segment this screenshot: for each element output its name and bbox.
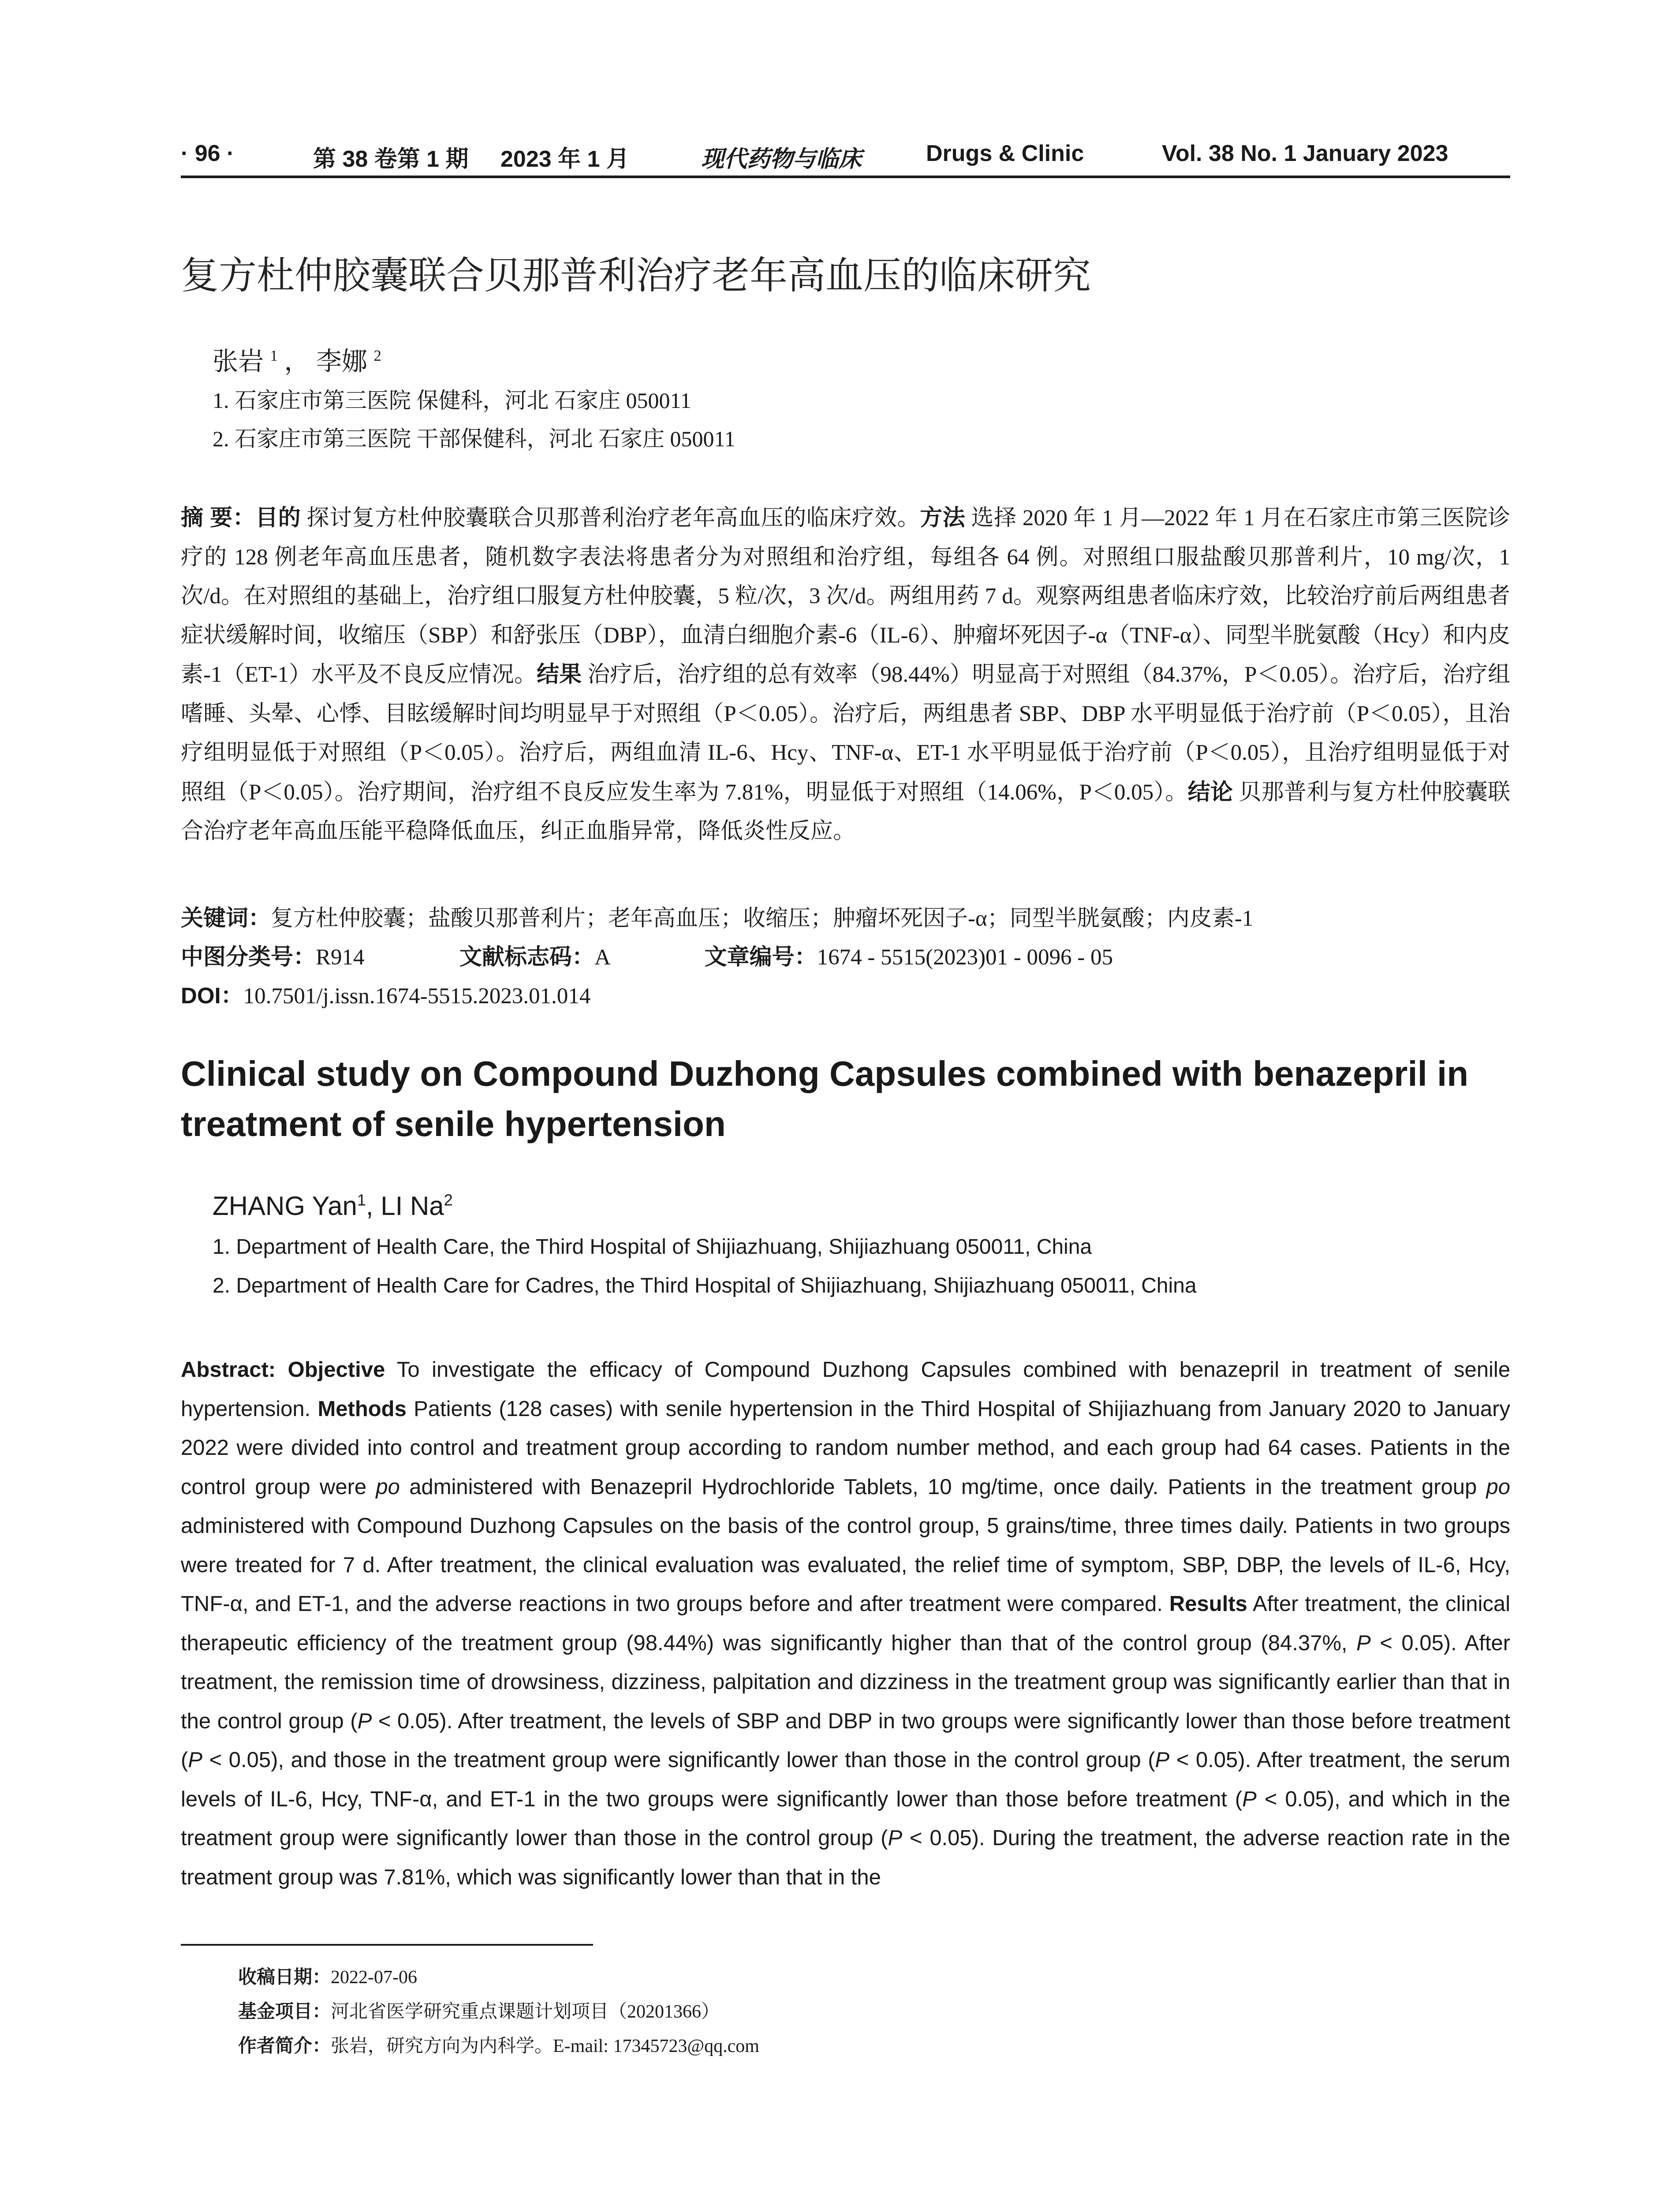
authors-cn	[213, 340, 381, 377]
p-value-6: P	[888, 1826, 903, 1850]
p-value-4: P	[1155, 1748, 1170, 1772]
p-value-5: P	[1242, 1787, 1257, 1811]
footnote-author	[238, 2031, 759, 2058]
author-en-2: LI Na	[381, 1191, 444, 1221]
author-cn-sep: ，	[284, 347, 310, 376]
methods-text-en-3: administered with Compound Duzhong Capsules on the basis of the control group, 5 grains/time, three times daily. Patients in two groups were treated for 7 d. After treatment, the clinical evaluation was evaluated, the relief time of symptom, SBP, DBP, the levels of IL-6, Hcy, TNF-α, and ET-1, and the adverse reactions in two groups before and after treatment were compared.	[181, 1514, 1510, 1616]
author-en-sep: ,	[366, 1191, 381, 1221]
po-abbrev-1: po	[376, 1475, 400, 1499]
results-text-en-7: < 0.05). During the treatment, the adverse reaction rate in the treatment group was 7.81%, which was significantly lower than that in the	[181, 1826, 1510, 1889]
running-header	[181, 140, 1510, 172]
title-cn: 复方杜仲胶囊联合贝那普利治疗老年高血压的临床研究	[181, 254, 1091, 297]
affiliation-en-1: 1. Department of Health Care, the Third Hospital of Shijiazhuang, Shijiazhuang 050011, China	[213, 1235, 1092, 1259]
conclusion-label-cn: 结论	[1187, 779, 1233, 804]
journal-en: Drugs & Clinic	[926, 141, 1084, 166]
page-number: · 96 ·	[181, 141, 235, 166]
author-cn-1: 张岩	[213, 347, 264, 376]
keywords-text: 复方杜仲胶囊；盐酸贝那普利片；老年高血压；收缩压；肿瘤坏死因子-α；同型半胱氨酸；内皮素-1	[271, 906, 1254, 931]
objective-label-cn: 目的	[255, 505, 301, 530]
author-cn-1-sup: 1	[270, 347, 278, 365]
issue-cn: 第 38 卷第 1 期	[313, 146, 469, 172]
affiliation-cn-2: 2. 石家庄市第三医院 干部保健科，河北 石家庄 050011	[213, 426, 735, 451]
objective-text-en: To investigate the efficacy of Compound Duzhong Capsules combined with benazepril in treatment of senile hypertension.	[181, 1358, 1510, 1421]
header-rule	[181, 176, 1510, 178]
keywords-label: 关键词：	[181, 905, 271, 931]
authors-en	[213, 1191, 453, 1221]
abstract-cn	[181, 498, 1510, 851]
methods-text-en-1: Patients (128 cases) with senile hypertension in the Third Hospital of Shijiazhuang from January 2020 to January 2022 were divided into control and treatment group according to random number method, and each group had 64 cases. Patients in the control group were	[181, 1397, 1511, 1499]
results-label-en: Results	[1169, 1592, 1247, 1616]
issue-en: Vol. 38 No. 1 January 2023	[1162, 141, 1449, 166]
results-text-en-2: < 0.05). After treatment, the remission time of drowsiness, dizziness, palpitation and dizziness in the treatment group was significantly earlier than that in the control group (	[181, 1631, 1510, 1733]
received-date: 2022-07-06	[331, 1967, 417, 1988]
conclusion-text-cn: 贝那普利与复方杜仲胶囊联合治疗老年高血压能平稳降低血压，纠正血脂异常，降低炎性反应。	[181, 780, 1510, 844]
date-cn: 2023 年 1 月	[500, 146, 629, 172]
fund-text: 河北省医学研究重点课题计划项目（20201366）	[331, 2002, 720, 2022]
methods-text-cn: 选择 2020 年 1 月—2022 年 1 月在石家庄市第三医院诊疗的 128 例老年高血压患者，随机数字表法将患者分为对照组和治疗组，每组各 64 例。对照组口服盐酸贝那普利片，10 mg/次，1 次/d。在对照组的基础上，治疗组口服复方杜仲胶囊，5 粒/次，3 次/d。两组用药 7 d。观察两组患者临床疗效，比较治疗前后两组患者症状缓解时间，收缩压（SBP）和舒张压（DBP），血清白细胞介素-6（IL-6）、肿瘤坏死因子-α（TNF-α）、同型半胱氨酸（Hcy）和内皮素-1（ET-1）水平及不良反应情况。	[181, 506, 1510, 687]
title-en: Clinical study on Compound Duzhong Capsules combined with benazepril in treatment of senile hypertension	[181, 1054, 1469, 1144]
doc-code-label: 文献标志码：	[459, 944, 595, 969]
p-value-1: P	[1356, 1631, 1371, 1655]
author-bio-label: 作者简介：	[238, 2035, 331, 2056]
footnote-rule	[181, 1944, 593, 1946]
doi-value: 10.7501/j.issn.1674-5515.2023.01.014	[243, 984, 591, 1009]
clc-label: 中图分类号：	[181, 944, 316, 969]
methods-label-cn: 方法	[920, 505, 966, 530]
author-bio-text: 张岩，研究方向为内科学。E-mail: 17345723@qq.com	[331, 2036, 759, 2056]
abstract-en	[181, 1350, 1510, 1897]
journal-cn: 现代药物与临床	[701, 146, 862, 172]
po-abbrev-2: po	[1486, 1475, 1510, 1499]
affiliation-cn-1: 1. 石家庄市第三医院 保健科，河北 石家庄 050011	[213, 388, 691, 413]
methods-text-en-2: administered with Benazepril Hydrochloride Tablets, 10 mg/time, once daily. Patients in the treatment group	[399, 1475, 1486, 1499]
author-en-1: ZHANG Yan	[213, 1191, 357, 1221]
author-en-1-sup: 1	[357, 1191, 366, 1209]
abstract-en-label: Abstract: Objective	[181, 1358, 385, 1382]
abstract-cn-label: 摘 要：	[181, 505, 256, 530]
results-label-cn: 结果	[537, 662, 582, 687]
author-cn-2: 李娜	[316, 347, 367, 376]
results-text-en-3: < 0.05). After treatment, the levels of SBP and DBP in two groups were significantly lower than those before treatment (	[181, 1709, 1511, 1772]
doc-code-value: A	[594, 945, 610, 970]
clc-value: R914	[316, 945, 365, 970]
doi-label: DOI：	[181, 983, 243, 1008]
methods-label-en: Methods	[317, 1397, 407, 1421]
classification-line	[181, 938, 1113, 971]
article-number-label: 文章编号：	[704, 944, 817, 969]
doi-line	[181, 977, 590, 1010]
article-number-value: 1674 - 5515(2023)01 - 0096 - 05	[817, 945, 1113, 970]
footnote-fund	[238, 1997, 720, 2023]
results-text-en-4: < 0.05), and those in the treatment group were significantly lower than those in the control group (	[202, 1748, 1155, 1772]
results-text-cn: 治疗后，治疗组的总有效率（98.44%）明显高于对照组（84.37%，P＜0.05）。治疗后，治疗组嗜睡、头晕、心悸、目眩缓解时间均明显早于对照组（P＜0.05）。治疗后，两组患者 SBP、DBP 水平明显低于治疗前（P＜0.05），且治疗组明显低于对照组（P＜0.05）。治疗后，两组血清 IL-6、Hcy、TNF-α、ET-1 水平明显低于治疗前（P＜0.05），且治疗组明显低于对照组（P＜0.05）。治疗期间，治疗组不良反应发生率为 7.81%，明显低于对照组（14.06%，P＜0.05）。	[181, 662, 1510, 805]
results-text-en-1: After treatment, the clinical therapeutic efficiency of the treatment group (98.44%) was significantly higher than that of the control group (84.37%,	[181, 1592, 1511, 1655]
affiliation-en-2: 2. Department of Health Care for Cadres, the Third Hospital of Shijiazhuang, Shijiazhuang 050011, China	[213, 1274, 1197, 1297]
footnote-received	[238, 1962, 417, 1989]
fund-label: 基金项目：	[238, 2001, 331, 2022]
author-cn-2-sup: 2	[373, 347, 381, 365]
p-value-3: P	[188, 1748, 203, 1772]
p-value-2: P	[357, 1709, 372, 1733]
results-text-en-5: < 0.05). After treatment, the serum levels of IL-6, Hcy, TNF-α, and ET-1 in the two groups were significantly lower than those before treatment (	[181, 1748, 1510, 1811]
received-label: 收稿日期：	[238, 1966, 331, 1987]
objective-text-cn: 探讨复方杜仲胶囊联合贝那普利治疗老年高血压的临床疗效。	[301, 506, 920, 531]
keywords-cn	[181, 900, 1253, 932]
results-text-en-6: < 0.05), and which in the treatment group were significantly lower than those in the control group (	[181, 1787, 1510, 1850]
author-en-2-sup: 2	[444, 1191, 453, 1209]
